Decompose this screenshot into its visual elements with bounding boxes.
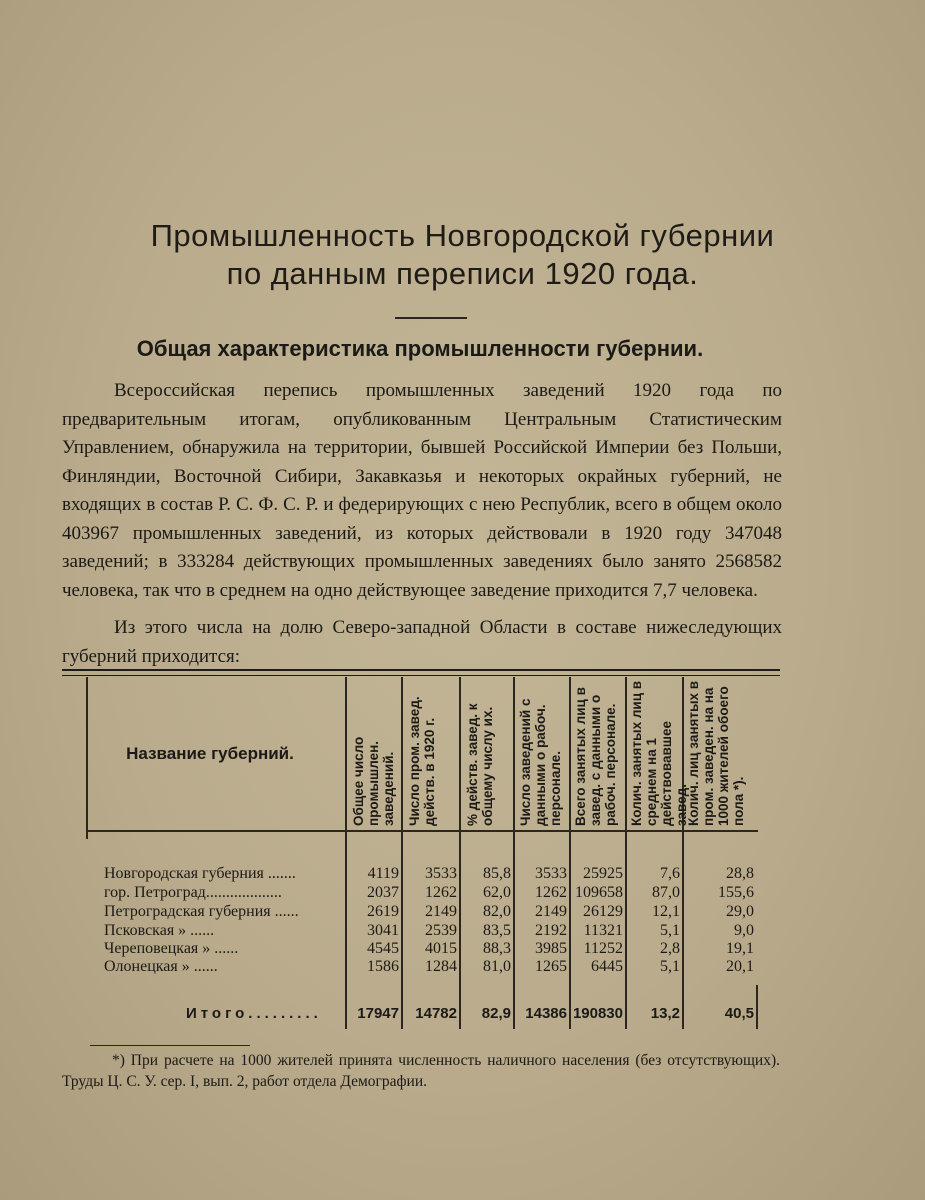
row-name: Череповецкая » ...... <box>104 940 239 957</box>
cell: 62,0 <box>483 884 511 901</box>
total-cell: 14782 <box>415 1005 457 1022</box>
column-divider <box>625 677 627 1029</box>
table-total-row <box>0 1005 925 1023</box>
table-top-rule <box>62 669 780 671</box>
total-cell: 17947 <box>357 1005 399 1022</box>
table-row <box>0 865 925 883</box>
cell: 3985 <box>535 940 567 957</box>
row-name: Новгородская губерния ....... <box>104 865 296 882</box>
cell: 109658 <box>575 884 623 901</box>
column-divider <box>459 677 461 1029</box>
cell: 2619 <box>367 903 399 920</box>
total-cell: 13,2 <box>650 1005 680 1022</box>
cell: 87,0 <box>652 884 680 901</box>
column-divider <box>682 677 684 1029</box>
cell: 1586 <box>367 958 399 975</box>
cell: 3533 <box>425 865 457 882</box>
cell: 28,8 <box>726 865 754 882</box>
table-row <box>0 903 925 921</box>
col-header-total-enterprises: Общее число промышлен. заведений. <box>351 736 396 826</box>
cell: 5,1 <box>660 922 680 939</box>
cell: 2539 <box>425 922 457 939</box>
cell: 20,1 <box>726 958 754 975</box>
footnote-rule <box>90 1045 250 1046</box>
cell: 25925 <box>583 865 623 882</box>
cell: 4119 <box>367 865 399 882</box>
cell: 2192 <box>535 922 567 939</box>
cell: 2149 <box>425 903 457 920</box>
column-divider <box>513 677 515 1029</box>
col-header-name: Название губерний. <box>126 744 294 763</box>
cell: 29,0 <box>726 903 754 920</box>
col-header-avg-per-enterprise: Колич. занятых лиц в среднем на 1 действовавшее завед. <box>629 680 689 826</box>
page-title: Промышленность Новгородской губернии <box>150 218 775 253</box>
cell: 83,5 <box>483 922 511 939</box>
table-row <box>0 940 925 958</box>
cell: 4545 <box>367 940 399 957</box>
table-row <box>0 884 925 902</box>
page-title-line2: по данным переписи 1920 года. <box>226 256 699 291</box>
col-header-with-staff-data: Число заведений с данными о рабоч. персонале. <box>518 698 563 826</box>
table-row <box>0 922 925 940</box>
total-cell: 190830 <box>572 1005 623 1022</box>
table-top-rule-thin <box>62 675 780 676</box>
cell: 85,8 <box>483 865 511 882</box>
cell: 12,1 <box>652 903 680 920</box>
table-left-border <box>86 677 88 839</box>
total-cell: 82,9 <box>481 1005 511 1022</box>
cell: 88,3 <box>483 940 511 957</box>
row-name: Псковская » ...... <box>104 922 215 939</box>
total-cell: 40,5 <box>724 1005 754 1022</box>
cell: 1262 <box>535 884 567 901</box>
col-header-per-1000: Колич. лиц занятых в пром. заведен. на на 1000 жителей обоего пола *). <box>686 680 746 826</box>
cell: 5,1 <box>660 958 680 975</box>
total-cell: 14386 <box>525 1005 567 1022</box>
row-name: Петроградская губерния ...... <box>104 903 299 920</box>
cell: 81,0 <box>483 958 511 975</box>
cell: 7,6 <box>660 865 680 882</box>
cell: 155,6 <box>718 884 754 901</box>
column-divider <box>345 677 347 1029</box>
column-divider <box>569 677 571 1029</box>
column-divider <box>401 677 403 1029</box>
total-label: Итого......... <box>186 1005 322 1022</box>
cell: 1265 <box>535 958 567 975</box>
col-header-active-1920: Число пром. завед. действ. в 1920 г. <box>407 696 437 826</box>
cell: 9,0 <box>734 922 754 939</box>
cell: 11252 <box>583 940 623 957</box>
section-heading: Общая характеристика промышленности губернии. <box>136 336 704 361</box>
col-header-active-percent: % действ. завед. к общему числу их. <box>465 703 495 826</box>
footnote: *) При расчете на 1000 жителей принята численность наличного населения (без отсутствующих). Труды Ц. С. У. сер. I, вып. 2, работ отдела Демографии. <box>62 1052 780 1090</box>
title-divider <box>395 317 467 319</box>
row-name: гор. Петроград................... <box>104 884 282 901</box>
col-header-total-employed: Всего занятых лиц в завед. с данными о рабоч. персонале. <box>573 687 618 826</box>
cell: 19,1 <box>726 940 754 957</box>
cell: 3533 <box>535 865 567 882</box>
cell: 2,8 <box>660 940 680 957</box>
header-bottom-rule <box>86 830 758 832</box>
cell: 4015 <box>425 940 457 957</box>
cell: 1262 <box>425 884 457 901</box>
cell: 2037 <box>367 884 399 901</box>
table-row <box>0 958 925 976</box>
row-name: Олонецкая » ...... <box>104 958 218 975</box>
cell: 26129 <box>583 903 623 920</box>
cell: 82,0 <box>483 903 511 920</box>
cell: 3041 <box>367 922 399 939</box>
cell: 2149 <box>535 903 567 920</box>
cell: 1284 <box>425 958 457 975</box>
table-intro-paragraph: Из этого числа на долю Северо-западной Области в составе нижеследующих губерний приходится: <box>62 617 782 667</box>
intro-paragraph: Всероссийская перепись промышленных заведений 1920 года по предварительным итогам, опубликованным Центральным Статистическим Управлением, обнаружила на территории, бывшей Российской Империи без Польши, Финляндии, Восточной Сибири, Закавказья и некоторых окрайных губерний, не входящих в состав Р. С. Ф. С. Р. и федерирующих с нею Республик, всего в общем около 403967 промышленных заведений, из которых действовали в 1920 году 347048 заведений; в 333284 действующих промышленных заведениях было занято 2568582 человека, так что в среднем на одно действующее заведение приходится 7,7 человека. <box>62 380 782 601</box>
cell: 6445 <box>591 958 623 975</box>
cell: 11321 <box>583 922 623 939</box>
